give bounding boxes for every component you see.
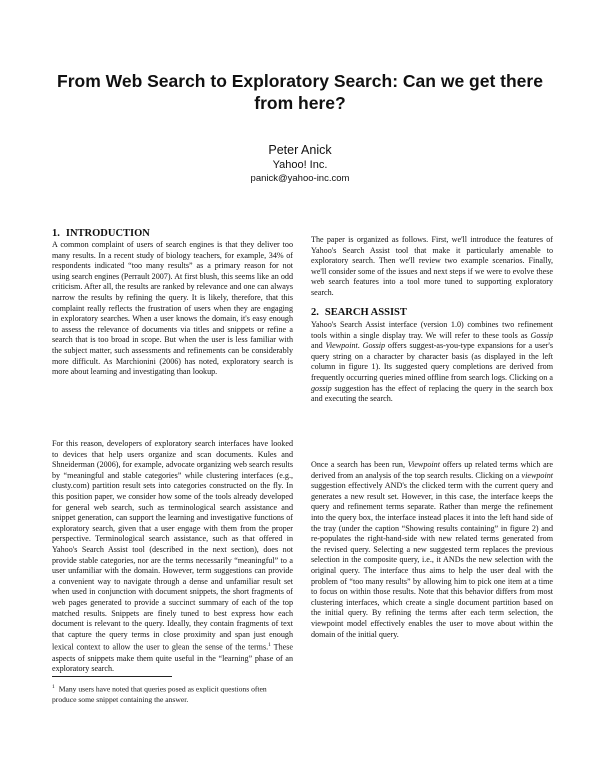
footnote-text: Many users have noted that queries posed as explicit questions often produce some snippet containing the answer.: [52, 684, 267, 704]
sa-p1-text-b: and: [311, 341, 326, 351]
sa-p2-text-c: suggestion effectively AND's the clicked term with the current query and generates a new result set. However, in this case, the interface keeps the query and refinement terms separate. Rather than merge the refinement into the query box, the interface instead places it into the left hand side of the tray (under the caption “Showing results containing” in figure 2) and re-populates the right-hand-side with new related terms generated from the revised query. Selecting a new suggested term replaces the previous selection in the composite query, i.e., it ANDs the new selection with the original query. The interface thus aims to help the user deal with the problem of “too many results” by allowing him to pick one item at a time to focus on within those results. Note that this behavior differs from most clustering interfaces, which create a single document partition based on the initial query. By refining the terms after each term selection, the viewpoint model effectively enables the user to move about within the domain of the initial query.: [311, 481, 553, 639]
intro-paragraph-2: [52, 439, 293, 675]
footnote-divider: [52, 676, 172, 677]
search-assist-heading-text: SEARCH ASSIST: [324, 307, 407, 318]
term-viewpoint: Viewpoint: [325, 341, 358, 351]
intro-heading: [52, 227, 150, 240]
term-gossip: Gossip: [530, 330, 553, 340]
intro-paragraph-1-block: [52, 240, 293, 378]
intro-paragraph-1: A common complaint of users of search engines is that they deliver too many results. In a recent study of biology teachers, for example, 34% of respondents indicated “too many results” as a primary reason for not using search engines (Perrault 2007). At first blush, this seems like an odd criticism. After all, the results are ranked by relevance and one can always narrow the results by refining the query. It is likely, therefore, that this complaint really reflects the frustration of users when they are engaging in exploratory searches. When a user knows the domain, it's easy enough to assess the relevance of documents via titles and snippets or refine a search that is too broad in scope. But when the user is less familiar with the subject matter, such assessments and refinements can be considerably more difficult. As Marchionini (2006) has noted, exploratory search is more about learning and investigating than lookup.: [52, 240, 293, 377]
author-email: panick@yahoo-inc.com: [250, 173, 350, 184]
sa-p1-text-e: suggestion has the effect of replacing the query in the search box and executing the search.: [311, 383, 553, 404]
author-name: Peter Anick: [268, 143, 332, 157]
intro-heading-text: INTRODUCTION: [65, 228, 150, 239]
intro-paragraph-2-block: [52, 439, 293, 675]
term-viewpoint-lc: viewpoint: [521, 470, 553, 480]
sa-p1-text-d: offers suggest-as-you-type expansions for a user's query string on a character by character basis (as displayed in the left column in figure 1). Its suggested query completions are derived from frequently occurring queries mined offline from search logs. Clicking on a: [311, 341, 553, 382]
paper-title: From Web Search to Exploratory Search: Can we get there from here?: [57, 71, 543, 113]
sa-p2-text-b: offers up related terms which are derived from an analysis of the top search results. Clicking on a: [311, 460, 553, 480]
footnote-mark: 1: [52, 684, 55, 690]
intro-paragraph-2-main: For this reason, developers of exploratory search interfaces have looked to devices that help users organize and scan documents. Kules and Shneiderman (2006), for example, advocate organizing web search results by “meaningful and stable categories” while clustering interfaces (e.g., clusty.com) partition result sets into categories constructed on the fly. In this position paper, we consider how some of the tools already developed for general web search, such as terminological search assistance and snippet generation, can support the learning and investigative functions of exploratory search, given that a user engage with them from the proper perspective. Terminological search assistance, such as that offered in Yahoo's Search Assist tool (described in the next section), does not provide stable categories, nor are the terms necessarily “meaningful” to a user unfamiliar with the domain. However, term suggestions can provide a convenient way to navigate through a dense and unfamiliar result set when used in conjunction with document snippets, the short fragments of web pages generated to provide a succinct summary of each of the top matched results. Snippets are finely tuned to best express how each document is relevant to the query. Ideally, they contain fragments of text that capture the query terms in close proximity and span just enough lexical context to allow the user to glean the sense of the terms.: [52, 439, 293, 652]
intro-heading-number: 1.: [52, 228, 60, 239]
sa-p2-text-a: Once a search has been run,: [311, 460, 408, 469]
organization-paragraph-block: [311, 235, 553, 299]
sa-p1-text-a: Yahoo's Search Assist interface (version 1.0) combines two refinement tools within a single display tray. We will refer to these tools as: [311, 320, 553, 340]
author-affiliation: Yahoo! Inc.: [272, 159, 328, 171]
search-assist-paragraph-2-block: [311, 460, 553, 640]
search-assist-heading-number: 2.: [311, 307, 319, 318]
term-gossip-2: Gossip: [362, 341, 386, 351]
sa-p1-text-c: .: [357, 341, 363, 351]
footnote-reference: 1: [268, 642, 271, 649]
search-assist-paragraph-1-block: [311, 320, 553, 405]
search-assist-paragraph-1: [311, 320, 553, 405]
author-block: [150, 142, 450, 185]
intro-paragraph-2-end: These aspects of snippets make them quite useful in the “learning” phase of an exploratory search.: [52, 642, 294, 674]
search-assist-heading: [311, 306, 407, 319]
search-assist-paragraph-2: [311, 460, 553, 640]
footnote: [52, 682, 293, 705]
organization-paragraph: The paper is organized as follows. First, we'll introduce the features of Yahoo's Search Assist tool that make it particularly amenable to exploratory search. Then we'll review two example scenarios. Finally, we'll consider some of the issues and next steps if we were to evolve these web search features into a tool more tuned to supporting exploratory search.: [311, 235, 553, 297]
term-gossip-lc: gossip: [311, 383, 332, 393]
term-viewpoint-2: Viewpoint: [407, 460, 440, 469]
